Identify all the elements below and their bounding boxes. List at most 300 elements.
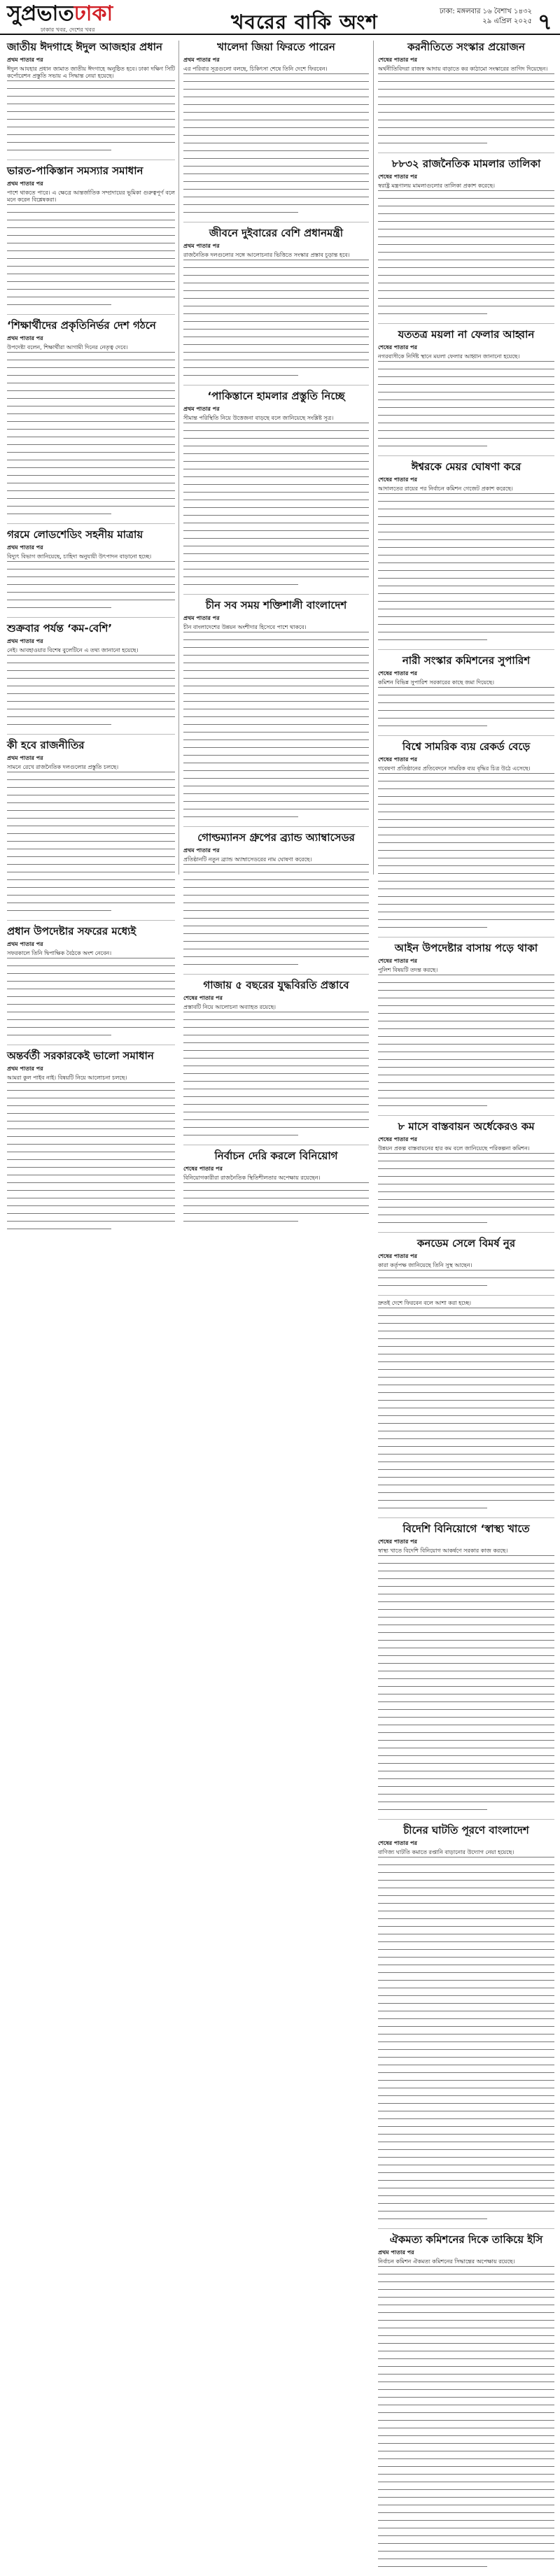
story-body-text: বিদ্যুৎ বিভাগ জানিয়েছে, চাহিদা অনুযায়ী উৎপাদন বাড়ানো হচ্ছে। [7, 553, 152, 560]
news-story[interactable] [378, 460, 554, 650]
text-line [378, 2118, 554, 2125]
logo-tagline: ঢাকার খবর, দেশের খবর [41, 27, 95, 33]
text-line [378, 2351, 554, 2358]
text-line [7, 475, 175, 482]
text-line [378, 290, 554, 297]
text-line [7, 872, 175, 879]
text-line [183, 918, 369, 925]
text-line [7, 1175, 175, 1182]
text-line [378, 1408, 554, 1415]
text-line [183, 81, 369, 88]
text-line [378, 2111, 554, 2118]
story-body [183, 415, 369, 591]
text-line [378, 2405, 554, 2412]
text-line [183, 73, 369, 80]
story-body-text: পুলিশ বিষয়টি তদন্ত করছে। [378, 967, 438, 973]
text-line [183, 150, 369, 157]
story-headline[interactable]: অন্তর্বর্তী সরকারকেই ভালো সমাধান [7, 1049, 154, 1062]
text-line [7, 406, 175, 413]
text-line [378, 2451, 554, 2458]
text-line [378, 2266, 554, 2273]
story-headline[interactable]: নারী সংস্কার কমিশনের সুপারিশ [402, 654, 531, 667]
text-line [7, 1035, 111, 1042]
text-line [378, 283, 554, 290]
story-headline[interactable]: চীনের ঘাটতি পূরণে বাংলাদেশ [403, 1824, 529, 1837]
middle-column [183, 41, 369, 1181]
text-line [378, 2103, 554, 2110]
text-line [378, 120, 554, 127]
news-story[interactable] [7, 41, 175, 160]
story-body [183, 66, 369, 219]
text-line [183, 816, 298, 823]
text-line [183, 375, 298, 382]
news-story[interactable] [7, 1049, 175, 1238]
story-continuation-source: শেষের পাতার পর [378, 1538, 417, 1545]
text-line [183, 446, 369, 453]
text-line [378, 1965, 554, 1972]
text-line [7, 1213, 175, 1220]
story-headline[interactable]: ‘পাকিস্তানে হামলার প্রস্তুতি নিচ্ছে [207, 390, 345, 402]
text-line [378, 562, 554, 569]
text-line [378, 2211, 554, 2218]
text-line [378, 1331, 554, 1338]
news-story[interactable] [183, 227, 369, 385]
text-line [378, 904, 554, 911]
text-line [378, 2551, 554, 2558]
news-story[interactable] [378, 1824, 554, 2229]
text-line [378, 2218, 487, 2225]
news-story[interactable] [7, 739, 175, 921]
text-line [183, 770, 369, 777]
text-line [378, 616, 554, 623]
text-line [183, 701, 369, 708]
text-line [7, 111, 175, 118]
text-line [378, 1161, 554, 1168]
text-line [378, 1392, 554, 1399]
text-line [7, 826, 175, 833]
text-line [183, 670, 369, 677]
text-line [183, 553, 369, 560]
story-body [7, 344, 175, 521]
story-body [183, 856, 369, 971]
text-line [378, 1377, 554, 1384]
text-line [378, 695, 554, 702]
text-line [378, 369, 554, 376]
text-line [183, 732, 369, 739]
text-line [7, 655, 175, 662]
text-line [183, 546, 369, 553]
story-headline[interactable]: গরমে লোডশেডিং সহনীয় মাত্রায় [7, 528, 144, 541]
text-line [378, 889, 554, 896]
text-line [7, 289, 175, 296]
news-story[interactable] [183, 41, 369, 222]
text-line [183, 879, 369, 886]
text-line [378, 1911, 554, 1918]
text-line [7, 506, 175, 513]
text-line [378, 912, 554, 919]
text-line [378, 2328, 554, 2335]
text-line [378, 1059, 554, 1066]
text-line [7, 849, 175, 856]
story-continuation-source: প্রথম পাতার পর [183, 847, 220, 854]
story-headline[interactable]: গোল্ডম্যানস গ্রুপের ব্র্যান্ড অ্যাম্বাসেডর [197, 831, 355, 844]
text-line [183, 453, 369, 460]
story-continuation-source: প্রথম পাতার পর [7, 941, 43, 947]
text-line [378, 399, 554, 406]
story-body-text: এর পরিবার সূত্রগুলো বলছে, চিকিৎসা শেষে তিনি দেশে ফিরবেন। [183, 66, 328, 72]
text-line [378, 2142, 554, 2149]
text-line [378, 1778, 554, 1785]
text-line [378, 1648, 554, 1655]
text-line [378, 1067, 554, 1074]
text-line [378, 2358, 554, 2365]
text-line [378, 407, 554, 414]
text-line [378, 1888, 554, 1895]
news-story[interactable] [378, 942, 554, 1116]
news-story[interactable] [183, 1149, 369, 1231]
news-story[interactable] [378, 328, 554, 456]
news-story[interactable] [378, 1522, 554, 1820]
news-story[interactable] [378, 1120, 554, 1233]
text-line [378, 2566, 487, 2573]
text-line [7, 856, 175, 863]
newspaper-logo[interactable]: সুপ্রভাতঢাকা [7, 1, 113, 26]
text-line [7, 1105, 175, 1112]
text-line [378, 2528, 554, 2535]
story-headline[interactable]: ঈশ্বরকে মেয়র ঘোষণা করে [411, 460, 522, 473]
story-continuation-source: শেষের পাতার পর [378, 670, 417, 677]
text-line [7, 1090, 175, 1097]
text-line [7, 1012, 175, 1019]
text-line [183, 1042, 369, 1049]
text-line [378, 858, 554, 865]
story-body [378, 967, 554, 1112]
story-headline[interactable]: গাজায় ৫ বছরের যুদ্ধবিরতি প্রস্তাবে [203, 979, 349, 991]
text-line [378, 97, 554, 104]
text-line [378, 392, 554, 399]
story-headline[interactable]: নির্বাচন দেরি করলে বিনিয়োগ [214, 1149, 338, 1162]
text-line [183, 283, 369, 290]
text-line [183, 949, 369, 956]
text-line [7, 981, 175, 988]
story-body-text: সফরকালে তিনি দ্বিপাক্ষিক বৈঠকে অংশ নেবেন। [7, 950, 112, 956]
story-body-text: রাজনৈতিক দলগুলোর সঙ্গে আলোচনার ভিত্তিতে সংস্কার প্রস্তাব চূড়ান্ত হবে। [183, 252, 350, 258]
news-story[interactable] [183, 979, 369, 1145]
text-line [378, 788, 554, 795]
text-line [378, 1036, 554, 1043]
text-line [7, 600, 175, 607]
text-line [183, 174, 369, 181]
story-body-text: বাণিজ্য ঘাটতি কমাতে রপ্তানি বাড়ানোর উদ্যোগ নেয়া হয়েছে। [378, 1849, 514, 1855]
text-line [7, 895, 175, 902]
text-line [378, 2497, 554, 2504]
text-line [7, 88, 175, 95]
left-column [7, 41, 175, 1081]
text-line [378, 2474, 554, 2481]
text-line [378, 1988, 554, 1995]
text-line [378, 236, 554, 243]
news-story[interactable] [7, 164, 175, 315]
news-story[interactable] [7, 622, 175, 735]
text-line [7, 452, 175, 459]
text-line [183, 1066, 369, 1073]
text-line [378, 89, 554, 96]
text-line [183, 778, 369, 785]
text-line [378, 586, 554, 593]
date-english: ২৯ এপ্রিল ২০২৫ [482, 17, 532, 25]
text-line [378, 2049, 554, 2056]
story-headline[interactable]: কী হবে রাজনীতির [7, 739, 85, 751]
text-line [183, 1058, 369, 1065]
text-line [378, 1215, 554, 1222]
story-body-text: স্বাস্থ্য খাতে বিদেশি বিনিয়োগ আকর্ষণে সরকার কাজ করছে। [378, 1548, 508, 1554]
story-continuation-source: প্রথম পাতার পর [7, 335, 43, 341]
story-body-text: ঈদুল আযহার প্রধান জামাত জাতীয় ঈদগাহে অনুষ্ঠিত হবে। ঢাকা দক্ষিণ সিটি কর্পোরেশন প্রস্তুতি সভায় এ সিদ্ধান্ত নেয়া হয়েছে। [7, 66, 175, 79]
news-story[interactable] [378, 1237, 554, 1296]
text-line [378, 2543, 554, 2550]
text-line [183, 903, 369, 910]
news-story[interactable] [378, 654, 554, 736]
text-line [378, 1021, 554, 1028]
text-line [378, 2188, 554, 2195]
text-line [378, 1477, 554, 1484]
news-story[interactable] [183, 831, 369, 975]
text-line [378, 639, 487, 646]
text-line [183, 166, 369, 173]
text-line [183, 212, 298, 219]
text-line [183, 367, 369, 374]
text-line [378, 2180, 554, 2187]
text-line [183, 1135, 298, 1142]
text-line [378, 306, 554, 313]
text-line [378, 1594, 554, 1601]
text-line [7, 258, 175, 265]
story-body [7, 553, 175, 614]
story-headline[interactable]: ৮৮৩২ রাজনৈতিক মামলার তালিকা [391, 157, 541, 170]
news-story[interactable] [378, 1300, 554, 1518]
story-body-text: দ্রুতই দেশে ফিরবেন বলে আশা করা হচ্ছে। [378, 1300, 472, 1306]
text-line [378, 73, 554, 80]
text-line [183, 709, 369, 716]
story-body [7, 764, 175, 917]
text-line [378, 1640, 554, 1647]
story-headline[interactable]: শুক্রবার পর্যন্ত ‘কম-বেশি’ [7, 622, 113, 635]
story-body [378, 1548, 554, 1816]
text-line [378, 865, 554, 872]
text-line [183, 716, 369, 723]
text-line [183, 1035, 369, 1042]
text-line [378, 516, 554, 523]
news-story[interactable] [378, 740, 554, 937]
text-line [378, 1431, 554, 1438]
text-line [378, 81, 554, 88]
text-line [378, 1415, 554, 1422]
text-line [183, 632, 369, 639]
text-line [378, 1934, 554, 1941]
story-headline[interactable]: করনীতিতে সংস্কার প্রয়োজন [407, 41, 525, 53]
text-line [7, 996, 175, 1003]
story-headline[interactable]: আইন উপদেষ্টার বাসায় পড়ে থাকা [394, 942, 538, 954]
story-body [378, 1262, 554, 1292]
text-line [7, 375, 175, 382]
text-line [378, 501, 554, 508]
story-headline[interactable]: জীবনে দুইবারের বেশি প্রধানমন্ত্রী [209, 227, 344, 239]
text-line [7, 592, 175, 599]
text-line [7, 212, 175, 219]
story-headline[interactable]: ‘শিক্ষার্থীদের প্রকৃতিনির্ভর দেশ গঠনে [7, 319, 156, 332]
text-line [183, 678, 369, 685]
news-story[interactable] [183, 390, 369, 595]
text-line [7, 483, 175, 490]
text-line [378, 1701, 554, 1708]
column-divider [373, 41, 374, 875]
text-line [378, 1794, 554, 1801]
text-line [378, 1338, 554, 1345]
text-line [378, 2466, 554, 2473]
text-line [7, 281, 175, 288]
story-body [378, 66, 554, 150]
text-line [7, 390, 175, 397]
story-headline[interactable]: ঐকমত্য কমিশনের দিকে তাকিয়ে ইসি [389, 2233, 543, 2246]
text-line [378, 2335, 554, 2342]
text-line [7, 663, 175, 670]
story-headline[interactable]: ভারত-পাকিস্তান সমস্যার সমাধান [7, 164, 144, 177]
text-line [7, 910, 111, 917]
text-line [378, 555, 554, 562]
text-line [7, 398, 175, 405]
text-line [378, 2126, 554, 2133]
text-line [183, 337, 369, 344]
story-body [183, 252, 369, 382]
text-line [378, 842, 554, 849]
text-line [7, 1144, 175, 1151]
text-line [378, 1492, 554, 1499]
text-line [7, 818, 175, 825]
text-line [7, 1027, 175, 1034]
text-line [378, 1755, 554, 1762]
text-line [7, 716, 175, 723]
text-line [7, 678, 175, 685]
text-line [378, 2305, 554, 2312]
text-line [7, 561, 175, 568]
text-line [7, 607, 111, 614]
text-line [7, 584, 175, 591]
text-line [378, 1090, 554, 1097]
text-line [378, 1601, 554, 1608]
text-line [7, 227, 175, 234]
text-line [378, 1995, 554, 2002]
text-line [7, 514, 111, 521]
news-story[interactable] [183, 599, 369, 827]
text-line [7, 1136, 175, 1143]
text-line [183, 423, 369, 430]
news-story[interactable] [7, 925, 175, 1045]
text-line [378, 2382, 554, 2389]
story-continuation-source: শেষের পাতার পর [378, 1253, 417, 1259]
column-divider [178, 41, 179, 875]
text-line [378, 1678, 554, 1685]
story-body-text: উন্নয়ন প্রকল্প বাস্তবায়নের হার কম বলে জানিয়েছে পরিকল্পনা কমিশন। [378, 1145, 530, 1152]
story-headline[interactable]: চীন সব সময় শক্তিশালী বাংলাদেশ [205, 599, 347, 611]
text-line [183, 197, 369, 204]
text-line [378, 2343, 554, 2350]
text-line [378, 2559, 554, 2566]
text-line [378, 430, 554, 437]
text-line [378, 1578, 554, 1585]
text-line [183, 933, 369, 940]
text-line [7, 779, 175, 786]
story-headline[interactable]: কনডেম সেলে বিমর্ষ নুর [416, 1237, 516, 1250]
text-line [378, 275, 554, 282]
text-line [7, 864, 175, 871]
story-headline[interactable]: ৮ মাসে বাস্তবায়ন অর্ধেকেরও কম [398, 1120, 535, 1133]
text-line [378, 112, 554, 119]
text-line [378, 1500, 554, 1507]
text-line [378, 2397, 554, 2404]
news-story[interactable] [7, 319, 175, 524]
text-line [378, 2520, 554, 2527]
text-line [7, 274, 175, 281]
news-story[interactable] [378, 41, 554, 153]
text-line [378, 781, 554, 788]
text-line [183, 964, 298, 971]
news-story[interactable] [378, 2233, 554, 2576]
text-line [183, 747, 369, 754]
text-line [7, 421, 175, 428]
dateline [427, 7, 532, 27]
story-body-text: কমিশন বিভিন্ন সুপারিশ সরকারের কাছে জমা দিয়েছে। [378, 679, 494, 686]
text-line [378, 827, 554, 834]
text-line [7, 841, 175, 848]
story-headline[interactable]: যততত্র ময়লা না ফেলার আহ্বান [398, 328, 535, 341]
story-body [378, 765, 554, 934]
text-line [183, 584, 298, 591]
text-line [183, 112, 369, 119]
text-line [378, 509, 554, 516]
text-line [7, 235, 175, 242]
text-line [378, 298, 554, 305]
story-body [378, 353, 554, 453]
text-line [183, 941, 369, 948]
text-line [7, 1082, 175, 1089]
text-line [378, 2057, 554, 2064]
news-story[interactable] [378, 157, 554, 324]
text-line [7, 670, 175, 677]
text-line [183, 693, 369, 700]
page-number: ৭ [538, 8, 552, 35]
text-line [7, 787, 175, 794]
story-continuation-source: প্রথম পাতার পর [7, 1066, 43, 1072]
news-story[interactable] [7, 528, 175, 618]
text-line [7, 1182, 175, 1189]
text-line [378, 1740, 554, 1747]
text-line [7, 204, 175, 211]
story-headline[interactable]: বিদেশি বিনিয়োগে ‘স্বাস্থ্য খাতে [402, 1522, 530, 1535]
text-line [183, 926, 369, 933]
text-line [183, 576, 369, 583]
story-continuation-source: প্রথম পাতার পর [7, 181, 43, 187]
text-line [183, 275, 369, 282]
story-headline[interactable]: জাতীয় ঈদগাহে ঈদুল আজহার প্রধান [7, 41, 162, 53]
text-line [378, 524, 554, 531]
story-headline[interactable]: প্রধান উপদেষ্টার সফরের মধ্যেই [7, 925, 136, 937]
story-headline[interactable]: বিশ্বে সামরিক ব্যয় রেকর্ড বেড়ে [402, 740, 531, 753]
text-line [378, 773, 554, 780]
text-line [378, 896, 554, 903]
story-headline[interactable]: খালেদা জিয়া ফিরতে পারেন [217, 41, 335, 53]
text-line [378, 687, 554, 694]
text-line [183, 267, 369, 274]
